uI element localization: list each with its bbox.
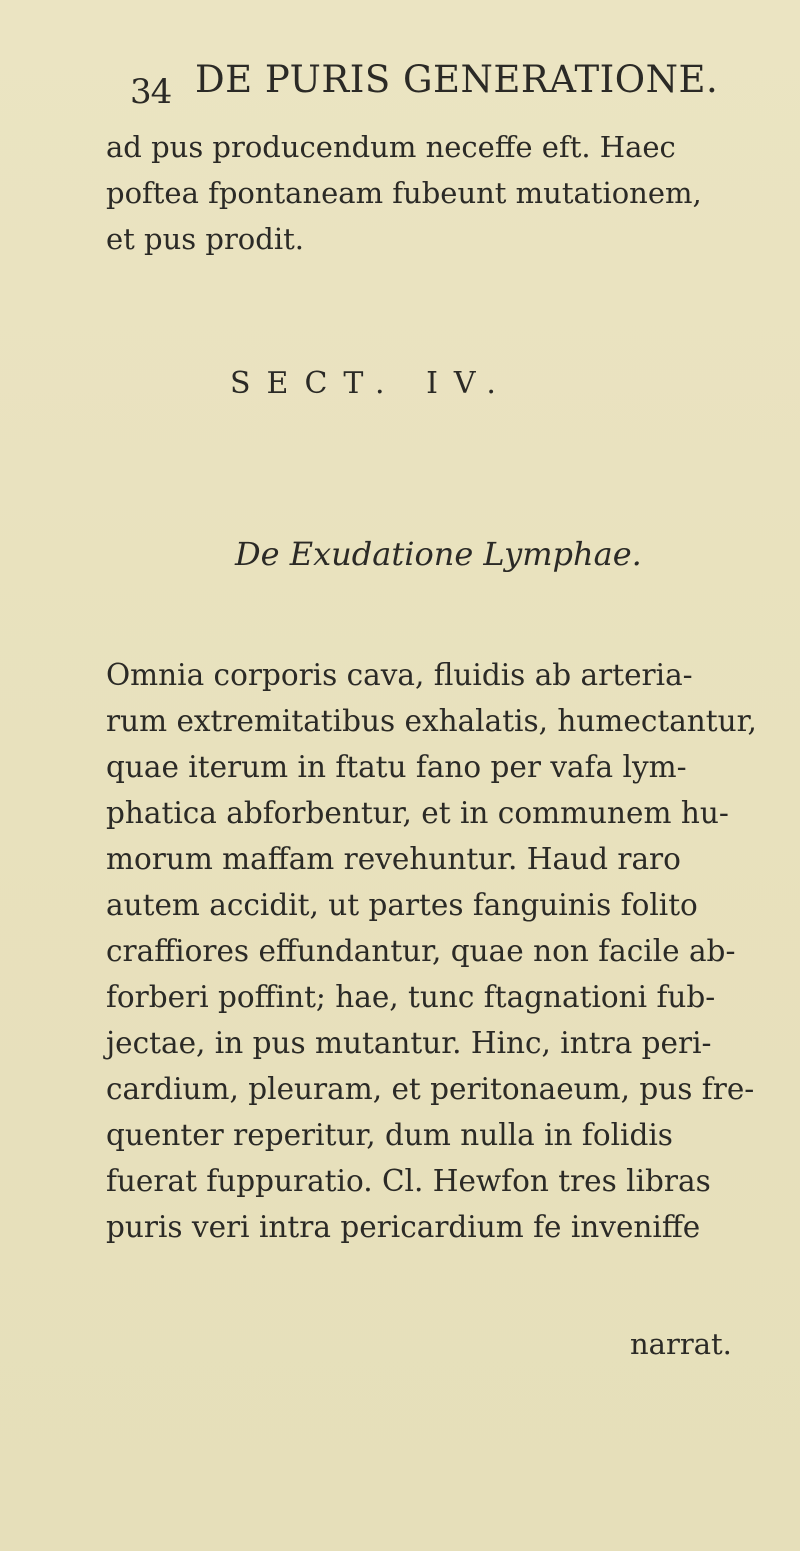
text-line: quenter reperitur, dum nulla in folidis bbox=[106, 1118, 673, 1152]
text-line: forberi poffint; hae, tunc ftagnationi fub- bbox=[106, 980, 716, 1014]
text-line: morum maffam revehuntur. Haud raro bbox=[106, 842, 681, 876]
section-heading: SECT. IV. bbox=[230, 366, 512, 401]
text-line: jectae, in pus mutantur. Hinc, intra peri- bbox=[106, 1026, 712, 1060]
text-line: Omnia corporis cava, fluidis ab arteria- bbox=[106, 658, 693, 692]
text-line: quae iterum in ftatu fano per vafa lym- bbox=[106, 750, 687, 784]
text-line: puris veri intra pericardium fe inveniffe bbox=[106, 1210, 701, 1244]
text-line: et pus prodit. bbox=[106, 222, 304, 256]
running-title: DE PURIS GENERATIONE. bbox=[195, 58, 719, 101]
text-line: rum extremitatibus exhalatis, humectantur, bbox=[106, 704, 757, 738]
page-header bbox=[130, 58, 730, 118]
text-line: ad pus producendum neceffe eft. Haec bbox=[106, 130, 676, 164]
text-line: fuerat fuppuratio. Cl. Hewfon tres libras bbox=[106, 1164, 711, 1198]
text-line: autem accidit, ut partes fanguinis folito bbox=[106, 888, 698, 922]
page-number: 34 bbox=[130, 72, 172, 112]
text-line: poftea fpontaneam fubeunt mutationem, bbox=[106, 176, 702, 210]
body-paragraph bbox=[106, 652, 766, 1250]
text-line: phatica abforbentur, et in communem hu- bbox=[106, 796, 729, 830]
section-title: De Exudatione Lymphae. bbox=[235, 535, 642, 573]
text-line: craffiores effundantur, quae non facile ab- bbox=[106, 934, 736, 968]
text-line: cardium, pleuram, et peritonaeum, pus fre- bbox=[106, 1072, 755, 1106]
intro-paragraph bbox=[106, 124, 726, 262]
catchword: narrat. bbox=[630, 1327, 732, 1361]
